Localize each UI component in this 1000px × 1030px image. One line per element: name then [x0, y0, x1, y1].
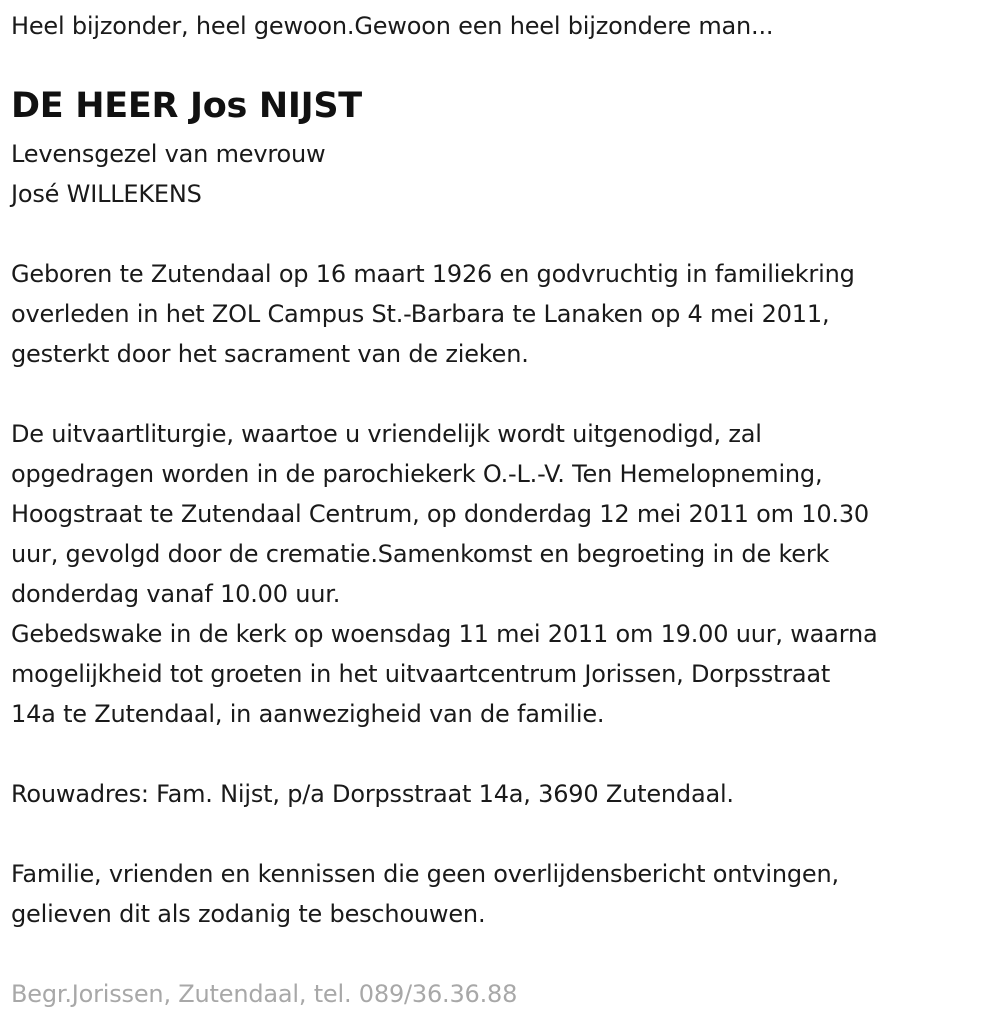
paragraph-line: Familie, vrienden en kennissen die geen overlijdensbericht ontvingen, [11, 860, 839, 888]
paragraph-line: uur, gevolgd door de crematie.Samenkomst en begroeting in de kerk [11, 540, 830, 568]
birth-death-paragraph [11, 254, 855, 374]
funeral-paragraph [11, 414, 877, 734]
paragraph-line: donderdag vanaf 10.00 uur. [11, 580, 341, 608]
partner-block [11, 134, 325, 214]
mourning-address: Rouwadres: Fam. Nijst, p/a Dorpsstraat 14a, 3690 Zutendaal. [11, 780, 734, 808]
paragraph-line: Geboren te Zutendaal op 16 maart 1926 en godvruchtig in familiekring [11, 260, 855, 288]
paragraph-line: Gebedswake in de kerk op woensdag 11 mei 2011 om 19.00 uur, waarna [11, 620, 878, 648]
partner-line: Levensgezel van mevrouw [11, 140, 326, 168]
paragraph-line: gesterkt door het sacrament van de zieken. [11, 340, 529, 368]
paragraph-line: gelieven dit als zodanig te beschouwen. [11, 900, 486, 928]
paragraph-line: 14a te Zutendaal, in aanwezigheid van de familie. [11, 700, 605, 728]
funeral-home-footer: Begr.Jorissen, Zutendaal, tel. 089/36.36.88 [11, 980, 518, 1008]
address-paragraph [11, 774, 734, 814]
tagline: Heel bijzonder, heel gewoon.Gewoon een heel bijzondere man... [11, 12, 774, 40]
deceased-name: DE HEER Jos NIJST [11, 86, 362, 126]
paragraph-line: overleden in het ZOL Campus St.-Barbara te Lanaken op 4 mei 2011, [11, 300, 830, 328]
paragraph-line: mogelijkheid tot groeten in het uitvaartcentrum Jorissen, Dorpsstraat [11, 660, 831, 688]
notice-paragraph [11, 854, 839, 934]
paragraph-line: De uitvaartliturgie, waartoe u vriendelijk wordt uitgenodigd, zal [11, 420, 762, 448]
paragraph-line: opgedragen worden in de parochiekerk O.-L.-V. Ten Hemelopneming, [11, 460, 823, 488]
partner-line: José WILLEKENS [11, 180, 202, 208]
paragraph-line: Hoogstraat te Zutendaal Centrum, op donderdag 12 mei 2011 om 10.30 [11, 500, 869, 528]
